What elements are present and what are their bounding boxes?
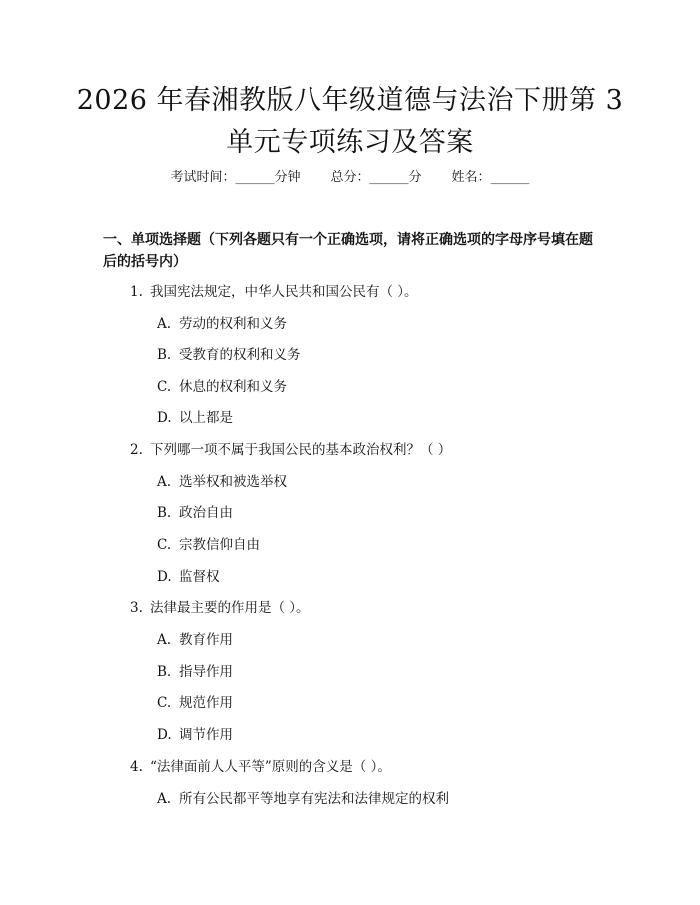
option-letter: A. bbox=[157, 632, 172, 648]
option-text: 教育作用 bbox=[179, 632, 233, 648]
question-text: 我国宪法规定，中华人民共和国公民有（ ）。 bbox=[150, 284, 418, 300]
question-3 bbox=[130, 598, 310, 618]
question-number: 2. bbox=[130, 442, 143, 458]
option-text: 规范作用 bbox=[179, 695, 233, 711]
section-heading: 一、单项选择题（下列各题只有一个正确选项，请将正确选项的字母序号填在题后的括号内） bbox=[103, 232, 593, 270]
option-2b bbox=[157, 503, 233, 523]
option-letter: D. bbox=[157, 727, 172, 743]
option-letter: B. bbox=[157, 505, 172, 521]
option-text: 监督权 bbox=[179, 569, 220, 585]
option-letter: C. bbox=[157, 695, 172, 711]
option-letter: D. bbox=[157, 410, 172, 426]
title-line-2: 单元专项练习及答案 bbox=[226, 127, 474, 158]
document-title bbox=[60, 80, 640, 164]
option-letter: B. bbox=[157, 347, 172, 363]
option-text: 政治自由 bbox=[179, 505, 233, 521]
total-score-label: 总分：______分 bbox=[330, 170, 422, 185]
title-line-1: 2026 年春湘教版八年级道德与法治下册第 3 bbox=[76, 85, 624, 116]
option-letter: C. bbox=[157, 379, 172, 395]
option-2a bbox=[157, 472, 287, 492]
option-letter: A. bbox=[157, 791, 172, 807]
question-number: 3. bbox=[130, 600, 143, 616]
option-text: 以上都是 bbox=[179, 410, 233, 426]
option-1b bbox=[157, 345, 301, 365]
option-3d bbox=[157, 725, 233, 745]
option-letter: D. bbox=[157, 569, 172, 585]
option-letter: A. bbox=[157, 474, 172, 490]
exam-time-label: 考试时间：______分钟 bbox=[170, 170, 301, 185]
option-text: 所有公民都平等地享有宪法和法律规定的权利 bbox=[179, 791, 449, 807]
question-number: 4. bbox=[130, 759, 143, 775]
option-text: 宗教信仰自由 bbox=[179, 537, 260, 553]
question-2 bbox=[130, 440, 451, 460]
option-letter: B. bbox=[157, 664, 172, 680]
option-text: 指导作用 bbox=[179, 664, 233, 680]
option-text: 选举权和被选举权 bbox=[179, 474, 287, 490]
question-number: 1. bbox=[130, 284, 143, 300]
option-text: 休息的权利和义务 bbox=[179, 379, 287, 395]
option-2c bbox=[157, 535, 260, 555]
question-text: “法律面前人人平等”原则的含义是（ ）。 bbox=[150, 759, 391, 775]
question-1 bbox=[130, 282, 418, 302]
option-letter: C. bbox=[157, 537, 172, 553]
question-text: 法律最主要的作用是（ ）。 bbox=[150, 600, 310, 616]
option-3c bbox=[157, 693, 233, 713]
student-name-label: 姓名：______ bbox=[451, 170, 530, 185]
option-2d bbox=[157, 567, 220, 587]
option-text: 受教育的权利和义务 bbox=[179, 347, 301, 363]
option-1a bbox=[157, 314, 287, 334]
option-1d bbox=[157, 408, 233, 428]
option-4a bbox=[157, 789, 449, 809]
option-text: 劳动的权利和义务 bbox=[179, 316, 287, 332]
question-text: 下列哪一项不属于我国公民的基本政治权利？（ ） bbox=[150, 442, 452, 458]
option-3b bbox=[157, 662, 233, 682]
exam-meta bbox=[0, 168, 700, 188]
option-text: 调节作用 bbox=[179, 727, 233, 743]
option-3a bbox=[157, 630, 233, 650]
question-4 bbox=[130, 757, 391, 777]
option-letter: A. bbox=[157, 316, 172, 332]
option-1c bbox=[157, 377, 287, 397]
